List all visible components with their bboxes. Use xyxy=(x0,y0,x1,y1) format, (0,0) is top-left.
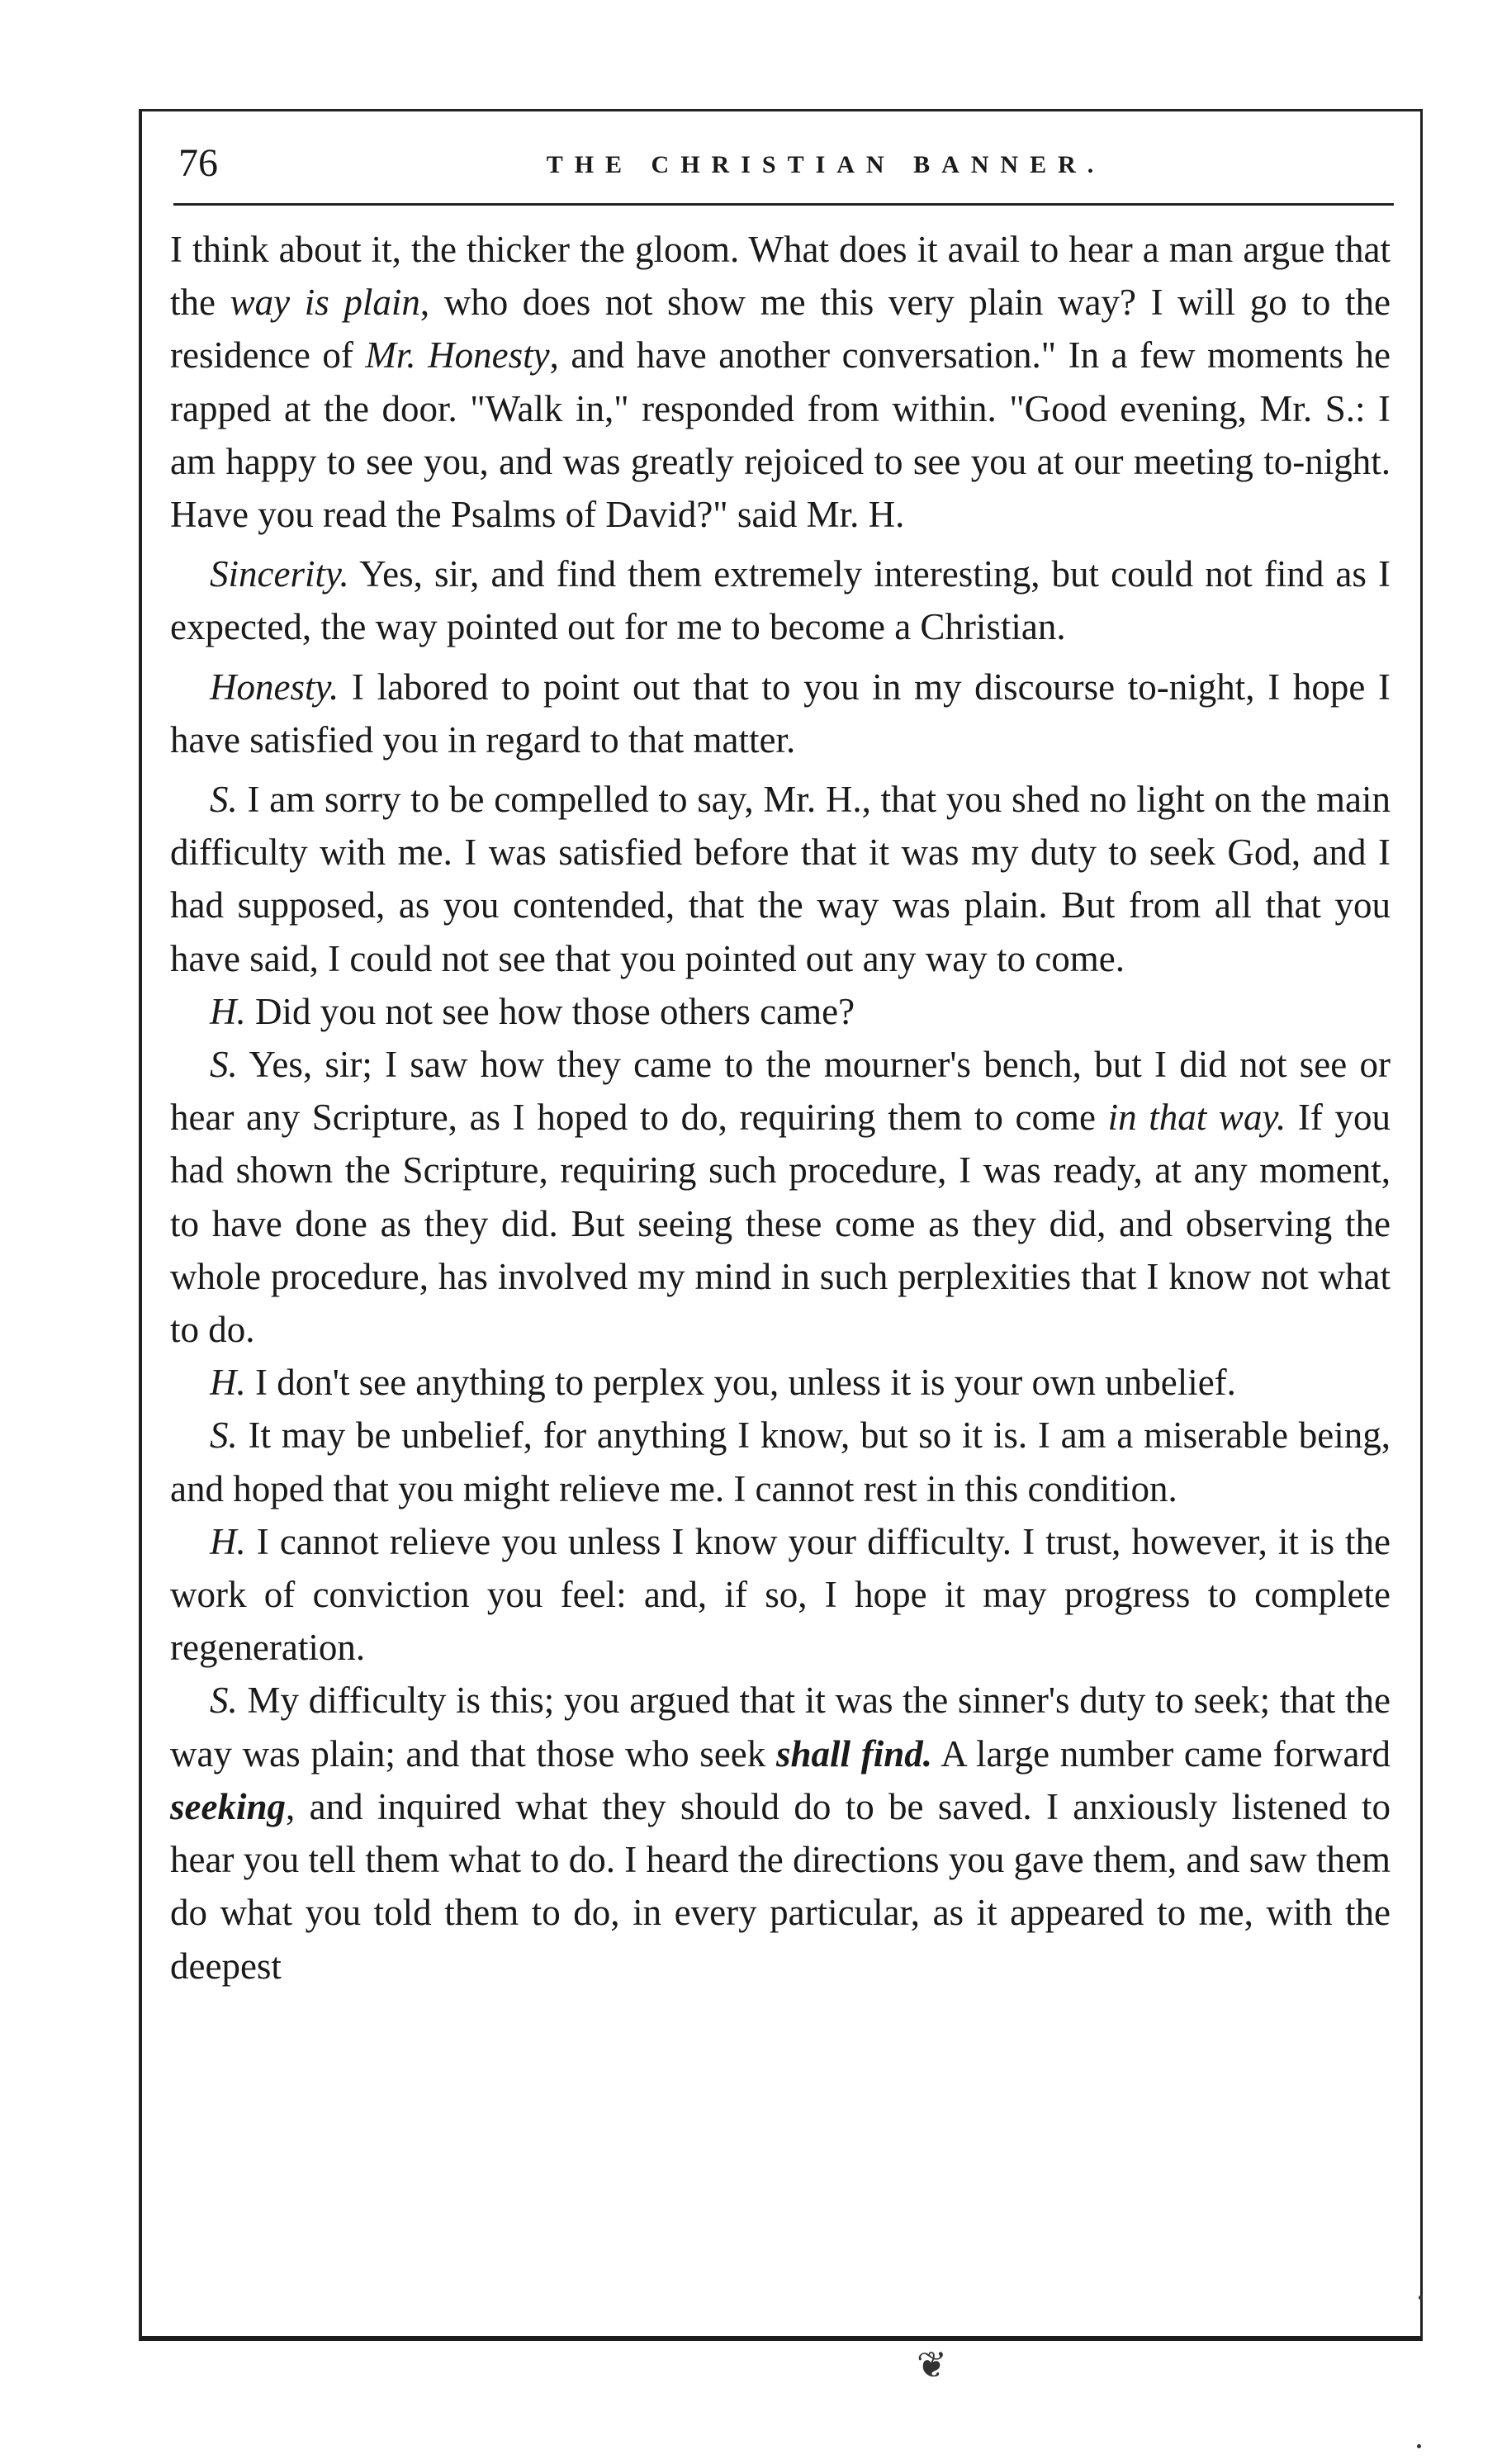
text-run: I cannot relieve you unless I know your difficulty. I trust, however, it is the work of conviction you feel: and, if so, I hope it may progress to complete regeneration. xyxy=(170,1520,1391,1669)
speaker-label: H. xyxy=(210,990,246,1032)
speaker-label: S. xyxy=(210,779,238,821)
italic-run: way is plain xyxy=(230,282,420,324)
text-run: Did you not see how those others came? xyxy=(245,990,855,1032)
speaker-label: Sincerity. xyxy=(210,553,349,595)
page-number: 76 xyxy=(178,141,218,185)
running-head: THE CHRISTIAN BANNER. xyxy=(546,151,1106,178)
speaker-label: S. xyxy=(210,1044,238,1086)
paragraph xyxy=(170,1038,1391,1356)
paragraph xyxy=(170,547,1391,653)
ink-speck xyxy=(1419,2296,1423,2300)
body-text xyxy=(170,223,1391,1993)
paragraph xyxy=(170,985,1391,1038)
text-run: I am sorry to be compelled to say, Mr. H., that you shed no light on the main difficulty with me. I was satisfied before that it was my duty to seek God, and I had supposed, as you contended, that the way was plain. But from all that you have said, I could not see that you pointed out any way to come. xyxy=(170,779,1391,979)
page-header xyxy=(173,139,1387,188)
italic-run: Mr. Honesty xyxy=(365,334,550,377)
italic-run: in that way. xyxy=(1107,1097,1286,1139)
paragraph xyxy=(170,661,1391,766)
text-run: A large number came forward xyxy=(932,1732,1391,1775)
text-run: If you had shown the Scripture, requiring such procedure, I was ready, at any moment, to have done as they did. But seeing these come as they did, and observing the whole procedure, has involved my mind in such perplexities that I know not what to do. xyxy=(170,1097,1391,1351)
text-run: I think about it, the thicker the gloom. What does it avail to hear a man argue that the xyxy=(170,229,1391,324)
speaker-label: S. xyxy=(210,1414,238,1457)
text-run: , and inquired what they should do to be saved. I anxiously listened to hear you tell them what to do. I heard the directions you gave them, and saw them do what you told them to do, in every particular, as it appeared to me, with the deepest xyxy=(170,1785,1391,1987)
text-run: I labored to point out that to you in my discourse to-night, I hope I have satisfied you in regard to that matter. xyxy=(170,666,1391,761)
paragraph xyxy=(170,223,1391,541)
text-run: Yes, sir, and find them extremely interesting, but could not find as I expected, the way pointed out for me to become a Christian. xyxy=(170,553,1391,648)
text-run: I don't see anything to perplex you, unless it is your own unbelief. xyxy=(245,1362,1236,1404)
text-run: It may be unbelief, for anything I know, but so it is. I am a miserable being, and hoped that you might relieve me. I cannot rest in this condition. xyxy=(170,1414,1391,1509)
header-rule xyxy=(173,203,1394,206)
bold-italic-run: shall find. xyxy=(775,1732,932,1775)
bold-italic-run: seeking xyxy=(170,1785,286,1827)
text-run: , who does not show me this very plain way? I will go to the residence of xyxy=(170,282,1391,377)
ink-speck xyxy=(1417,2444,1421,2448)
paragraph xyxy=(170,1515,1391,1675)
ornament-icon: ❦ xyxy=(917,2345,947,2386)
text-run: , and have another conversation." In a few moments he rapped at the door. "Walk in," responded from within. "Good evening, Mr. S.: I am happy to see you, and was greatly rejoiced to see you at our meeting to-night. Have you read the Psalms of David?" said Mr. H. xyxy=(170,334,1391,536)
paragraph xyxy=(170,773,1391,985)
text-run: Yes, sir; I saw how they came to the mourner's bench, but I did not see or hear any Scripture, as I hoped to do, requiring them to come xyxy=(170,1044,1391,1139)
paragraph xyxy=(170,1356,1391,1409)
paragraph xyxy=(170,1674,1391,1992)
paragraph xyxy=(170,1409,1391,1514)
speaker-label: Honesty. xyxy=(210,666,339,708)
text-run: My difficulty is this; you argued that it was the sinner's duty to seek; that the way was plain; and that those who seek xyxy=(170,1680,1391,1775)
speaker-label: S. xyxy=(210,1680,238,1722)
speaker-label: H. xyxy=(210,1362,246,1404)
speaker-label: H. xyxy=(210,1520,246,1562)
